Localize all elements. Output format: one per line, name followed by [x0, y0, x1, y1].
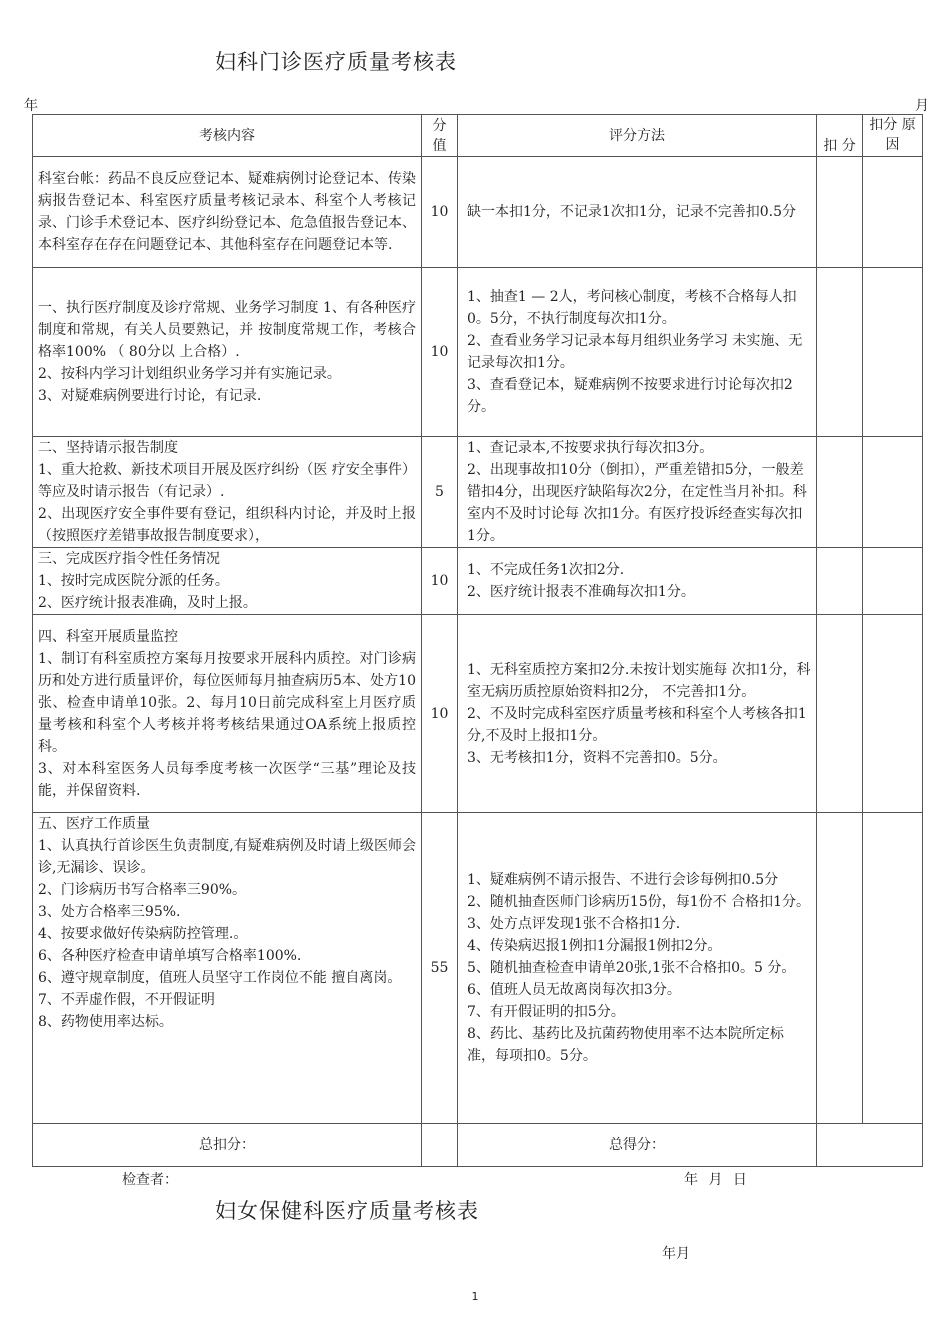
content-line: 1、制订有科室质控方案每月按要求开展科内质控。对门诊病历和处方进行质量评价，每位医师每月抽查病历5本、处方10张、检查申请单10张。2、每月10日前完成科室上月医疗质量考核和科室个人考核并将考核结果通过OA系统上报质控科。: [38, 650, 416, 755]
assessment-table: [32, 114, 923, 1167]
row-score: 10: [422, 548, 458, 615]
method-line: 2、随机抽查医师门诊病历15份，每1份不 合格扣1分。: [467, 894, 810, 910]
content-line: 2、门诊病历书写合格率三90%。: [38, 882, 247, 898]
row-method: [458, 548, 817, 615]
method-line: 3、无考核扣1分，资料不完善扣0。5分。: [467, 749, 727, 766]
row-deduct: [817, 268, 863, 437]
content-line: 2、医疗统计报表准确，及时上报。: [38, 595, 257, 611]
row-deduct: [817, 548, 863, 615]
content-line: 7、不弄虚作假，不开假证明: [38, 992, 215, 1008]
content-line: 3、对本科室医务人员每季度考核一次医学“三基”理论及技能，并保留资料.: [38, 760, 416, 799]
method-line: 3、查看登记本，疑难病例不按要求进行讨论每次扣2分。: [467, 377, 793, 415]
table-row: [33, 813, 923, 1124]
method-line: 1、不完成任务1次扣2分.: [467, 562, 625, 578]
table-header-row: [33, 115, 923, 157]
row-method: [458, 157, 817, 268]
header-reason: 扣分 原因: [863, 115, 923, 157]
row-deduct: [817, 813, 863, 1124]
inspector-label: 检查者：: [122, 1172, 178, 1188]
row-score: 10: [422, 157, 458, 268]
row-reason: [863, 615, 923, 813]
header-score: 分值: [422, 115, 458, 157]
row-content: [33, 157, 422, 268]
row-score: 5: [422, 437, 458, 548]
method-line: 2、不及时完成科室医疗质量考核和科室个人考核各扣1分,不及时上报扣1分。: [467, 705, 807, 744]
content-line: 1、认真执行首诊医生负责制度,有疑难病例及时请上级医师会诊,无漏诊、误诊。: [38, 838, 416, 876]
row-content: [33, 268, 422, 437]
total-deduct-value: [422, 1124, 458, 1167]
content-line: 6、各种医疗检查申请单填写合格率100%.: [38, 948, 302, 964]
total-row: [33, 1124, 923, 1167]
page-number: 1: [471, 1290, 479, 1303]
row-deduct: [817, 157, 863, 268]
row-reason: [863, 813, 923, 1124]
content-line: 四、科室开展质量监控: [38, 628, 178, 645]
header-deduct: 扣 分: [817, 115, 863, 157]
content-line: 2、按科内学习计划组织业务学习并有实施记录。: [38, 366, 341, 382]
row-content: [33, 615, 422, 813]
row-method: [458, 615, 817, 813]
row-score: 10: [422, 615, 458, 813]
method-line: 2、医疗统计报表不准确每次扣1分。: [467, 584, 695, 600]
header-method: 评分方法: [458, 115, 817, 157]
method-line: 2、出现事故扣10分（倒扣），严重差错扣5分，一般差错扣4分，出现医疗缺陷每次2分，在定性当月补扣。科室内不及时讨论每 次扣1分。有医疗投诉经查实每次扣1分。: [467, 462, 807, 544]
row-deduct: [817, 615, 863, 813]
content-line: 4、按要求做好传染病防控管理.。: [38, 926, 248, 942]
row-content: [33, 437, 422, 548]
row-score: 55: [422, 813, 458, 1124]
year-label: 年: [24, 98, 38, 114]
row-reason: [863, 157, 923, 268]
row-method: [458, 437, 817, 548]
method-line: 7、有开假证明的扣5分。: [467, 1004, 625, 1020]
page-title: 妇科门诊医疗质量考核表: [215, 50, 457, 74]
table-row: [33, 437, 923, 548]
content-line: 科室台帐：药品不良反应登记本、疑难病例讨论登记本、传染病报告登记本、科室医疗质量考核记录本、科室个人考核记录、门诊手术登记本、医疗纠纷登记本、危急值报告登记本、本科室存在存在问题登记本、其他科室存在问题登记本等.: [38, 171, 416, 253]
content-line: 1、重大抢救、新技术项目开展及医疗纠纷（医 疗安全事件）等应及时请示报告（有记录）.: [38, 462, 416, 500]
table-row: [33, 548, 923, 615]
total-score-label: 总得分：: [458, 1124, 817, 1167]
content-line: 二、坚持请示报告制度: [38, 440, 178, 456]
content-line: 三、完成医疗指令性任务情况: [38, 551, 220, 567]
header-content: 考核内容: [33, 115, 422, 157]
row-method: [458, 268, 817, 437]
content-line: 3、处方合格率三95%.: [38, 904, 181, 920]
method-line: 缺一本扣1分，不记录1次扣1分，记录不完善扣0.5分: [467, 204, 796, 220]
row-method: [458, 813, 817, 1124]
row-content: [33, 813, 422, 1124]
table-row: [33, 157, 923, 268]
row-reason: [863, 548, 923, 615]
content-line: 五、医疗工作质量: [38, 816, 150, 832]
table-row: [33, 268, 923, 437]
method-line: 1、抽查1 — 2人，考问核心制度，考核不合格每人扣0。5分，不执行制度每次扣1分。: [467, 289, 797, 327]
method-line: 6、值班人员无故离岗每次扣3分。: [467, 982, 681, 998]
method-line: 2、查看业务学习记录本每月组织业务学习 未实施、无记录每次扣1分。: [467, 333, 803, 371]
content-line: 1、按时完成医院分派的任务。: [38, 573, 229, 589]
method-line: 8、药比、基药比及抗菌药物使用率不达本院所定标准，每项扣0。5分。: [467, 1026, 784, 1064]
second-year-month: 年月: [662, 1246, 690, 1262]
row-score: 10: [422, 268, 458, 437]
method-line: 4、传染病迟报1例扣1分漏报1例扣2分。: [467, 938, 722, 954]
date-label: 年 月 日: [684, 1172, 747, 1188]
row-deduct: [817, 437, 863, 548]
total-score-value: [817, 1124, 923, 1167]
row-reason: [863, 268, 923, 437]
content-line: 2、出现医疗安全事件要有登记，组织科内讨论，并及时上报（按照医疗差错事故报告制度要求），: [38, 506, 416, 544]
content-line: 3、对疑难病例要进行讨论，有记录.: [38, 388, 262, 404]
method-line: 5、随机抽查检查申请单20张,1张不合格扣0。5 分。: [467, 960, 796, 976]
content-line: 一、执行医疗制度及诊疗常规、业务学习制度 1、有各种医疗制度和常规，有关人员要熟记，并 按制度常规工作，考核合格率100% （ 80分以 上合格）.: [38, 300, 416, 360]
second-table-title: 妇女保健科医疗质量考核表: [215, 1199, 479, 1223]
month-label: 月: [915, 98, 929, 114]
table-row: [33, 615, 923, 813]
row-reason: [863, 437, 923, 548]
method-line: 1、疑难病例不请示报告、不进行会诊每例扣0.5分: [467, 872, 779, 888]
row-content: [33, 548, 422, 615]
content-line: 6、遵守规章制度，值班人员坚守工作岗位不能 擅自离岗。: [38, 970, 402, 986]
total-deduct-label: 总扣分：: [33, 1124, 422, 1167]
method-line: 1、无科室质控方案扣2分.未按计划实施每 次扣1分，科室无病历质控原始资料扣2分， 不完善扣1分。: [467, 661, 811, 700]
content-line: 8、药物使用率达标。: [38, 1014, 173, 1030]
method-line: 3、处方点评发现1张不合格扣1分.: [467, 916, 681, 932]
method-line: 1、查记录本,不按要求执行每次扣3分。: [467, 440, 714, 456]
